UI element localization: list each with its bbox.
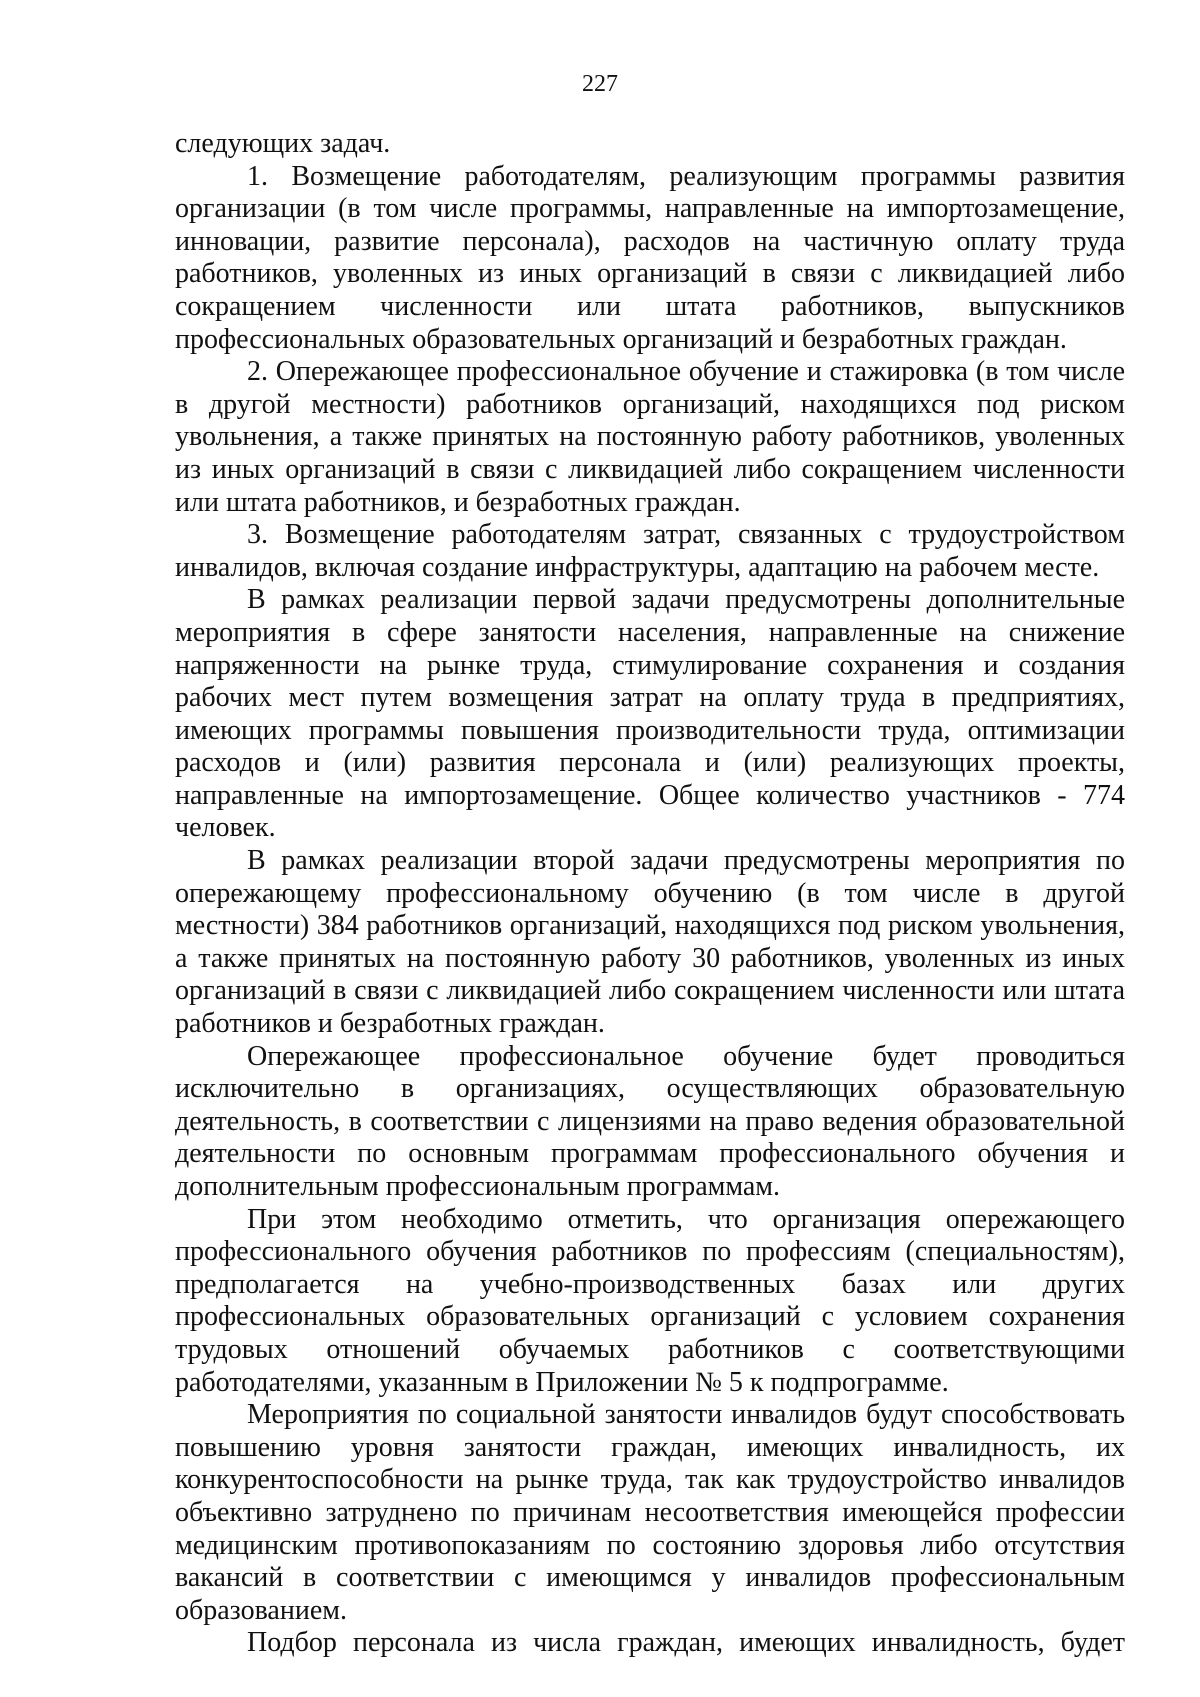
paragraph-task-3: 3. Возмещение работодателям затрат, связанных с трудоустройством инвалидов, включая создание инфраструктуры, адаптацию на рабочем месте. bbox=[175, 519, 1125, 583]
paragraph-task-1: 1. Возмещение работодателям, реализующим программы развития организации (в том числе программы, направленные на импортозамещение, инновации, развитие персонала), расходов на частичную оплату труда работников, уволенных из иных организаций в связи с ликвидацией либо сокращением численности или штата работников, выпускников профессиональных образовательных организаций и безработных граждан. bbox=[175, 160, 1125, 355]
paragraph-training-organizations: Опережающее профессиональное обучение будет проводиться исключительно в организациях, осуществляющих образовательную деятельность, в соответствии с лицензиями на право ведения образовательной деятельности по основным программам профессионального обучения и дополнительным профессиональным программам. bbox=[175, 1040, 1125, 1202]
document-body bbox=[175, 128, 1125, 1660]
page-number: 227 bbox=[582, 71, 618, 97]
paragraph-personnel-selection: Подбор персонала из числа граждан, имеющих инвалидность, будет bbox=[247, 1627, 1125, 1659]
paragraph-second-task-details: В рамках реализации второй задачи предусмотрены мероприятия по опережающему профессиональному обучению (в том числе в другой местности) 384 работников организаций, находящихся под риском увольнения, а также принятых на постоянную работу 30 работников, уволенных из иных организаций в связи с ликвидацией либо сокращением численности или штата работников и безработных граждан. bbox=[175, 845, 1125, 1040]
paragraph-continuation: следующих задач. bbox=[175, 128, 391, 159]
paragraph-first-task-details: В рамках реализации первой задачи предусмотрены дополнительные мероприятия в сфере занятости населения, направленные на снижение напряженности на рынке труда, стимулирование сохранения и создания рабочих мест путем возмещения затрат на оплату труда в предприятиях, имеющих программы повышения производительности труда, оптимизации расходов и (или) развития персонала и (или) реализующих проекты, направленные на импортозамещение. Общее количество участников - 774 человек. bbox=[175, 584, 1125, 844]
paragraph-training-bases: При этом необходимо отметить, что организация опережающего профессионального обучения работников по профессиям (специальностям), предполагается на учебно-производственных базах или других профессиональных образовательных организаций с условием сохранения трудовых отношений обучаемых работников с соответствующими работодателями, указанным в Приложении № 5 к подпрограмме. bbox=[175, 1203, 1125, 1398]
paragraph-task-2: 2. Опережающее профессиональное обучение и стажировка (в том числе в другой местности) работников организаций, находящихся под риском увольнения, а также принятых на постоянную работу работников, уволенных из иных организаций в связи с ликвидацией либо сокращением численности или штата работников, и безработных граждан. bbox=[175, 356, 1125, 518]
paragraph-disabled-employment: Мероприятия по социальной занятости инвалидов будут способствовать повышению уровня занятости граждан, имеющих инвалидность, их конкурентоспособности на рынке труда, так как трудоустройство инвалидов объективно затруднено по причинам несоответствия имеющейся профессии медицинским противопоказаниям по состоянию здоровья либо отсутствия вакансий в соответствии с имеющимся у инвалидов профессиональным образованием. bbox=[175, 1399, 1125, 1626]
